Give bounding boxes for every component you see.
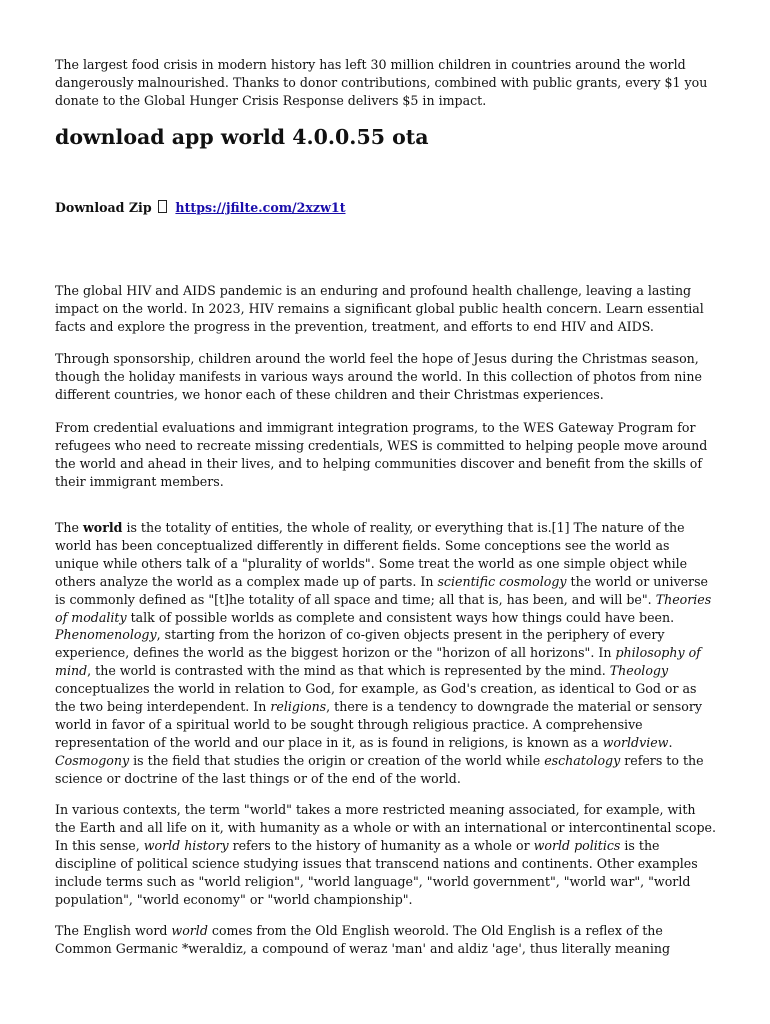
text: . [668, 734, 673, 750]
text: The [55, 520, 83, 535]
term-cosmogony: Cosmogony [55, 752, 130, 768]
intro-paragraph: The largest food crisis in modern history has left 30 million children in countries around the world dangerously malnourished. Thanks to donor contributions, combined with public grants, every $1 you donate to the Global Hunger Crisis Response delivers $5 in impact. [55, 57, 708, 108]
term-theories-of-modality: Theories of modality [55, 591, 712, 625]
text: is the discipline of political science studying issues that transcend nations and continents. Other examples include terms such as "world religion", "world language", "world government", "world war", "world population", "world economy" or "world championship". [55, 837, 698, 907]
sponsorship-paragraph: Through sponsorship, children around the world feel the hope of Jesus during the Christmas season, though the holiday manifests in various ways around the world. In this collection of photos from nine different countries, we honor each of these children and their Christmas experiences. [55, 351, 702, 402]
download-line [55, 199, 346, 217]
wes-paragraph: From credential evaluations and immigrant integration programs, to the WES Gateway Program for refugees who need to recreate missing credentials, WES is committed to helping people move around the world and ahead in their lives, and to helping communities discover and benefit from the skills of their immigrant members. [55, 420, 708, 489]
text: , the world is contrasted with the mind as that which is represented by the mind. [87, 663, 610, 679]
text: the world or universe is commonly defined as "[t]he totality of all space and time; all that is, has been, and will be". [55, 573, 708, 607]
text: , starting from the horizon of co-given objects present in the periphery of every experience, defines the world as the biggest horizon or the "horizon of all horizons". In [55, 627, 665, 661]
term-world-politics: world politics [533, 837, 621, 853]
term-religions: religions [270, 699, 327, 715]
etymology-paragraph [55, 922, 717, 958]
text: comes from the Old English weorold. The Old English is a reflex of the Common Germanic *weraldiz, a compound of weraz 'man' and aldiz 'age', thus literally meaning [55, 923, 671, 956]
text: conceptualizes the world in relation to God, for example, as God's creation, as identical to God or as the two being interdependent. In [55, 681, 697, 715]
download-link[interactable]: https://jfilte.com/2xzw1t [175, 200, 346, 215]
text: , there is a tendency to downgrade the material or sensory world in favor of a spiritual world to be sought through religious practice. A comprehensive representation of the world and our place in it, as is found in religions, is known as a [55, 699, 702, 750]
text: refers to the history of humanity as a whole or [228, 837, 534, 853]
missing-glyph-icon [158, 200, 167, 213]
term-world-word: world [171, 923, 208, 938]
text: is the totality of entities, the whole of reality, or everything that is.[1] The nature of the world has been conceptualized differently in different fields. Some conceptions see the world as unique while others talk of a "plurality of worlds". Some treat the world as one simple object while others analyze the world as a complex made up of parts. In [55, 520, 688, 589]
text: refers to the science or doctrine of the last things or of the end of the world. [55, 752, 704, 786]
world-definition-paragraph [55, 519, 717, 788]
contexts-paragraph [55, 801, 717, 908]
download-label: Download Zip [55, 200, 152, 215]
text: is the field that studies the origin or creation of the world while [129, 752, 545, 768]
text: talk of possible worlds as complete and consistent ways how things could have been. [126, 609, 675, 625]
term-world: world [82, 520, 123, 535]
term-eschatology: eschatology [544, 752, 621, 768]
text: In various contexts, the term "world" takes a more restricted meaning associated, for example, with the Earth and all life on it, with humanity as a whole or with an international or intercontinental scope. In this sense, [55, 802, 716, 853]
term-worldview: worldview [602, 734, 669, 750]
term-phenomenology: Phenomenology [55, 627, 157, 643]
term-world-history: world history [143, 837, 229, 853]
term-scientific-cosmology: scientific cosmology [437, 573, 567, 589]
term-philosophy-of-mind: philosophy of mind [55, 645, 701, 679]
text: The English word [55, 923, 172, 938]
term-theology: Theology [609, 663, 669, 679]
hiv-paragraph: The global HIV and AIDS pandemic is an enduring and profound health challenge, leaving a lasting impact on the world. In 2023, HIV remains a significant global public health concern. Learn essential facts and explore the progress in the prevention, treatment, and efforts to end HIV and AIDS. [55, 283, 704, 334]
page-title: download app world 4.0.0.55 ota [55, 125, 429, 149]
